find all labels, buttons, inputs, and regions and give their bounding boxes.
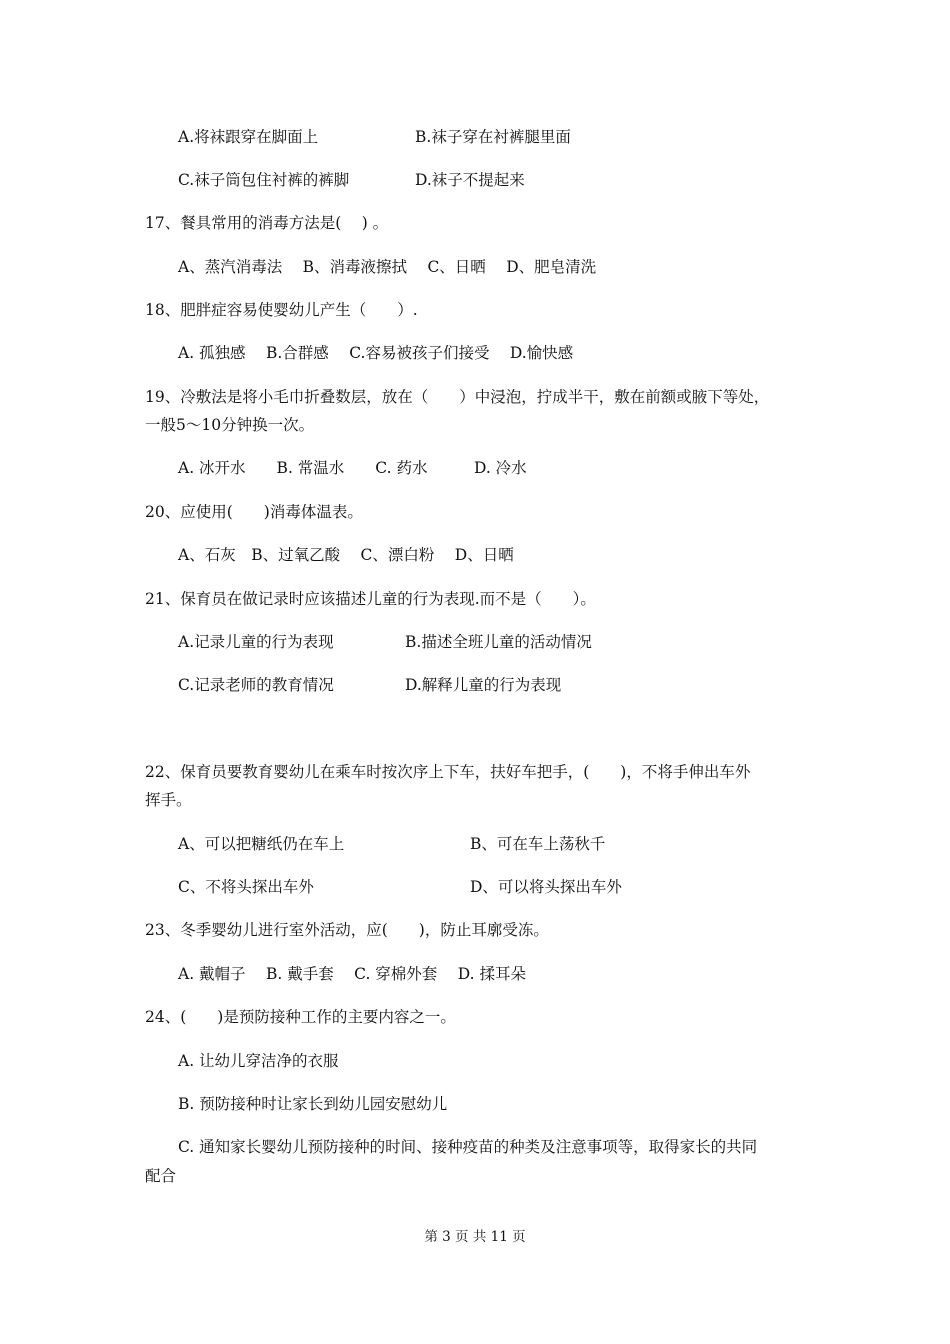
q23-options: A. 戴帽子 B. 戴手套 C. 穿棉外套 D. 揉耳朵 bbox=[178, 965, 526, 983]
q16-option-d: D.袜子不提起来 bbox=[415, 171, 525, 189]
q21-option-c: C.记录老师的教育情况 bbox=[178, 676, 334, 694]
q21-option-d: D.解释儿童的行为表现 bbox=[405, 676, 562, 694]
page-footer: 第 3 页 共 11 页 bbox=[424, 1229, 526, 1245]
q18-question: 18、肥胖症容易使婴幼儿产生（ ）. bbox=[145, 301, 418, 319]
q22-option-b: B、可在车上荡秋千 bbox=[470, 835, 606, 853]
q24-option-c-line2: 配合 bbox=[145, 1167, 177, 1185]
q16-option-c: C.袜子筒包住衬裤的裤脚 bbox=[178, 171, 350, 189]
q21-option-b: B.描述全班儿童的活动情况 bbox=[405, 633, 592, 651]
q21-question: 21、保育员在做记录时应该描述儿童的行为表现.而不是（ ）。 bbox=[145, 590, 596, 608]
q21-option-a: A.记录儿童的行为表现 bbox=[178, 633, 334, 651]
q17-options: A、蒸汽消毒法 B、消毒液擦拭 C、日晒 D、肥皂清洗 bbox=[178, 258, 597, 276]
q22-option-c: C、不将头探出车外 bbox=[178, 878, 314, 896]
q23-question: 23、冬季婴幼儿进行室外活动，应( )，防止耳廓受冻。 bbox=[145, 921, 549, 939]
q19-options: A. 冰开水 B. 常温水 C. 药水 D. 冷水 bbox=[178, 459, 527, 477]
q20-question: 20、应使用( )消毒体温表。 bbox=[145, 503, 363, 521]
q24-question: 24、( )是预防接种工作的主要内容之一。 bbox=[145, 1008, 456, 1026]
q20-options: A、石灰 B、过氧乙酸 C、漂白粉 D、日晒 bbox=[178, 546, 514, 564]
q22-option-d: D、可以将头探出车外 bbox=[470, 878, 622, 896]
q22-question-line2: 挥手。 bbox=[145, 791, 192, 809]
q16-option-b: B.袜子穿在衬裤腿里面 bbox=[415, 128, 571, 146]
q19-question-line1: 19、冷敷法是将小毛巾折叠数层，放在（ ）中浸泡，拧成半干，敷在前额或腋下等处， bbox=[145, 388, 770, 406]
q24-option-b: B. 预防接种时让家长到幼儿园安慰幼儿 bbox=[178, 1095, 448, 1113]
q24-option-c-line1: C. 通知家长婴幼儿预防接种的时间、接种疫苗的种类及注意事项等，取得家长的共同 bbox=[178, 1138, 758, 1156]
q22-option-a: A、可以把糖纸仍在车上 bbox=[178, 835, 345, 853]
q24-option-a: A. 让幼儿穿洁净的衣服 bbox=[178, 1052, 339, 1070]
q22-question-line1: 22、保育员要教育婴幼儿在乘车时按次序上下车，扶好车把手，( )，不将手伸出车外 bbox=[145, 763, 751, 781]
q18-options: A. 孤独感 B.合群感 C.容易被孩子们接受 D.愉快感 bbox=[178, 344, 574, 362]
q17-question: 17、餐具常用的消毒方法是( ) 。 bbox=[145, 214, 389, 232]
q19-question-line2: 一般5～10分钟换一次。 bbox=[145, 416, 315, 434]
q16-option-a: A.将袜跟穿在脚面上 bbox=[178, 128, 319, 146]
